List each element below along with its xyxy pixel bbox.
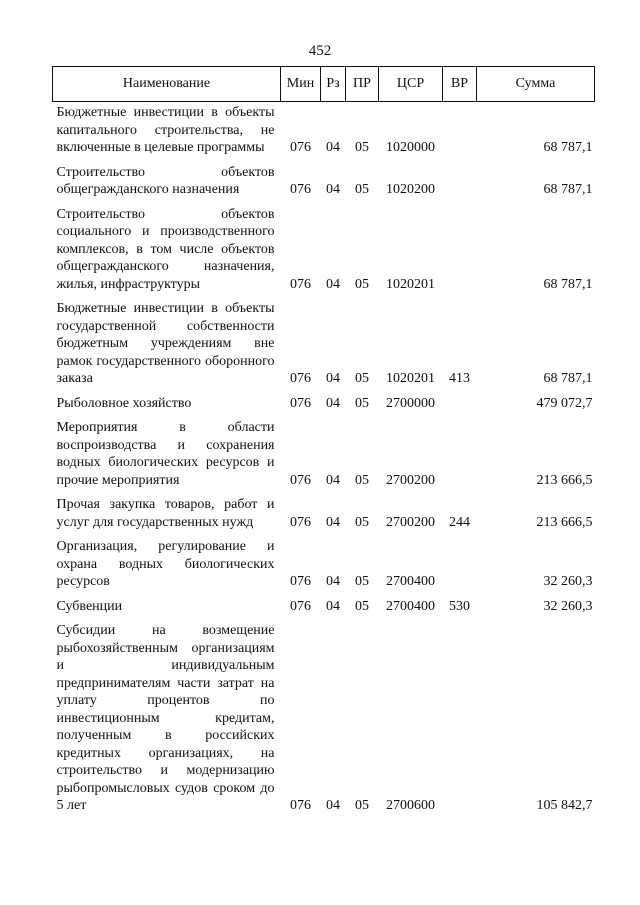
cell-csr: 2700200	[386, 514, 435, 530]
cell-name: Мероприятия в области воспроизводства и сохранения водных биологических ресурсов и прочие мероприятия	[56, 420, 275, 488]
cell-vr	[443, 620, 477, 820]
header-sum: Сумма	[477, 67, 595, 102]
cell-name: Строительство объектов социального и производственного комплексов, в том числе объектов общегражданского назначения, жилья, инфраструктуры	[56, 206, 275, 292]
cell-rz: 04	[326, 182, 340, 197]
cell-csr: 2700000	[386, 395, 435, 411]
cell-vr	[443, 204, 477, 299]
cell-pr: 05	[355, 472, 369, 488]
page-number: 452	[308, 43, 332, 59]
cell-name: Организация, регулирование и охрана водных биологических ресурсов	[56, 539, 275, 589]
cell-pr: 05	[355, 574, 369, 589]
cell-min: 076	[290, 798, 311, 813]
cell-sum: 105 842,7	[536, 798, 593, 813]
header-min: Мин	[281, 67, 321, 102]
header-rz: Рз	[321, 67, 346, 102]
table-row	[53, 620, 595, 820]
cell-vr: 413	[449, 371, 470, 386]
cell-min: 076	[290, 140, 311, 155]
cell-min: 076	[290, 395, 311, 411]
header-csr: ЦСР	[379, 67, 443, 102]
table-row	[53, 162, 595, 204]
header-vr: ВР	[443, 67, 477, 102]
cell-pr: 05	[355, 514, 369, 530]
table-row	[53, 102, 595, 162]
cell-min: 076	[290, 182, 311, 197]
table-header	[53, 67, 595, 102]
cell-csr: 2700400	[386, 574, 435, 589]
cell-name: Строительство объектов общегражданского назначения	[56, 164, 275, 197]
cell-csr: 1020201	[386, 276, 435, 292]
cell-name: Прочая закупка товаров, работ и услуг для государственных нужд	[56, 497, 275, 530]
cell-min: 076	[290, 514, 311, 530]
cell-sum: 213 666,5	[536, 514, 593, 530]
cell-sum: 68 787,1	[543, 140, 593, 155]
cell-csr: 2700400	[386, 598, 435, 614]
cell-rz: 04	[326, 395, 340, 411]
cell-pr: 05	[355, 371, 369, 386]
cell-rz: 04	[326, 140, 340, 155]
cell-rz: 04	[326, 276, 340, 292]
table-row	[53, 204, 595, 299]
cell-min: 076	[290, 574, 311, 589]
cell-vr: 244	[449, 514, 470, 530]
cell-csr: 2700600	[386, 798, 435, 813]
cell-vr	[443, 417, 477, 494]
table-body	[53, 102, 595, 820]
cell-csr: 2700200	[386, 472, 435, 488]
cell-name: Субвенции	[56, 598, 123, 614]
cell-sum: 68 787,1	[543, 276, 593, 292]
table-row	[53, 536, 595, 596]
cell-rz: 04	[326, 514, 340, 530]
cell-pr: 05	[355, 276, 369, 292]
cell-sum: 32 260,3	[543, 574, 593, 589]
cell-pr: 05	[355, 140, 369, 155]
table-row	[53, 298, 595, 393]
table-row	[53, 393, 595, 418]
cell-sum: 479 072,7	[536, 395, 593, 411]
cell-sum: 32 260,3	[543, 598, 593, 614]
cell-min: 076	[290, 472, 311, 488]
cell-vr	[443, 393, 477, 418]
header-name: Наименование	[53, 67, 281, 102]
header-pr: ПР	[346, 67, 379, 102]
cell-pr: 05	[355, 395, 369, 411]
cell-pr: 05	[355, 182, 369, 197]
table-row	[53, 494, 595, 536]
cell-rz: 04	[326, 798, 340, 813]
cell-name: Рыболовное хозяйство	[56, 395, 192, 411]
cell-sum: 68 787,1	[543, 371, 593, 386]
cell-rz: 04	[326, 472, 340, 488]
cell-rz: 04	[326, 574, 340, 589]
cell-min: 076	[290, 371, 311, 386]
cell-vr	[443, 162, 477, 204]
table-row	[53, 596, 595, 621]
cell-name: Бюджетные инвестиции в объекты государственной собственности бюджетным учреждениям вне рамок государственного оборонного заказа	[56, 301, 275, 386]
cell-rz: 04	[326, 371, 340, 386]
cell-min: 076	[290, 598, 311, 614]
cell-min: 076	[290, 276, 311, 292]
cell-pr: 05	[355, 798, 369, 813]
cell-pr: 05	[355, 598, 369, 614]
cell-csr: 1020201	[386, 371, 435, 386]
cell-sum: 68 787,1	[543, 182, 593, 197]
cell-csr: 1020000	[386, 140, 435, 155]
cell-vr	[443, 102, 477, 162]
cell-name: Бюджетные инвестиции в объекты капитального строительства, не включенные в целевые программы	[56, 105, 275, 155]
cell-vr: 530	[449, 598, 470, 614]
cell-name: Субсидии на возмещение рыбохозяйственным организациям и индивидуальным предпринимателям части затрат на уплату процентов по инвестиционным кредитам, полученным в российских кредитных организациях, на строительство и модернизацию рыбопромысловых судов сроком до 5 лет	[56, 623, 275, 813]
cell-sum: 213 666,5	[536, 472, 593, 488]
cell-csr: 1020200	[386, 182, 435, 197]
cell-vr	[443, 536, 477, 596]
table-row	[53, 417, 595, 494]
cell-rz: 04	[326, 598, 340, 614]
budget-table	[52, 66, 595, 820]
